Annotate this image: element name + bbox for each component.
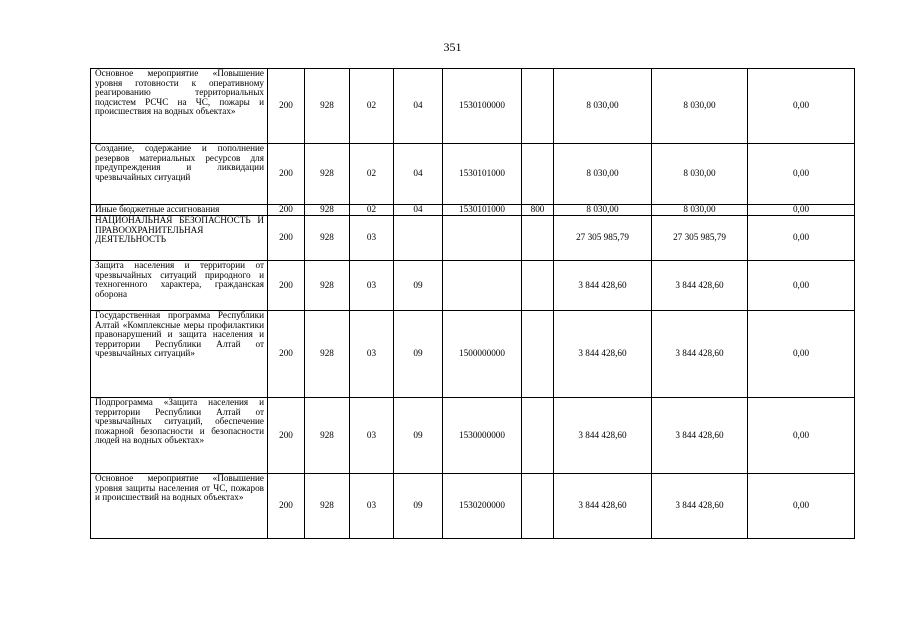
cell-amount-executed: 3 844 428,60 xyxy=(652,474,748,539)
cell-amount-other: 0,00 xyxy=(748,144,855,205)
cell-expense-type xyxy=(522,261,554,311)
table-row xyxy=(91,216,855,261)
row-name: Основное мероприятие «Повышение уровня готовности к оперативному реагированию территориальных подсистем РСЧС на ЧС, пожары и происшествия на водных объектах» xyxy=(91,69,268,144)
cell-amount-executed: 3 844 428,60 xyxy=(652,311,748,398)
table-row xyxy=(91,311,855,398)
cell-section: 02 xyxy=(350,144,394,205)
cell-amount-other: 0,00 xyxy=(748,311,855,398)
cell-amount-executed: 27 305 985,79 xyxy=(652,216,748,261)
cell-expense-type xyxy=(522,398,554,474)
cell-subsection: 09 xyxy=(394,261,443,311)
cell-target-article: 1530101000 xyxy=(443,144,522,205)
cell-amount-planned: 3 844 428,60 xyxy=(554,474,652,539)
cell-subsection: 04 xyxy=(394,205,443,216)
cell-target-article: 1530100000 xyxy=(443,69,522,144)
cell-section: 02 xyxy=(350,69,394,144)
cell-code: 200 xyxy=(268,144,305,205)
cell-amount-planned: 8 030,00 xyxy=(554,69,652,144)
cell-section: 03 xyxy=(350,311,394,398)
cell-ministry: 928 xyxy=(305,311,350,398)
cell-amount-planned: 8 030,00 xyxy=(554,205,652,216)
cell-code: 200 xyxy=(268,69,305,144)
cell-ministry: 928 xyxy=(305,398,350,474)
cell-subsection: 04 xyxy=(394,69,443,144)
cell-amount-other: 0,00 xyxy=(748,216,855,261)
cell-ministry: 928 xyxy=(305,261,350,311)
row-name: НАЦИОНАЛЬНАЯ БЕЗОПАСНОСТЬ И ПРАВООХРАНИТЕЛЬНАЯ ДЕЯТЕЛЬНОСТЬ xyxy=(91,216,268,261)
cell-amount-planned: 3 844 428,60 xyxy=(554,398,652,474)
table-row xyxy=(91,205,855,216)
cell-subsection xyxy=(394,216,443,261)
cell-expense-type: 800 xyxy=(522,205,554,216)
cell-code: 200 xyxy=(268,311,305,398)
cell-expense-type xyxy=(522,69,554,144)
cell-amount-executed: 8 030,00 xyxy=(652,205,748,216)
cell-ministry: 928 xyxy=(305,474,350,539)
cell-ministry: 928 xyxy=(305,205,350,216)
cell-code: 200 xyxy=(268,474,305,539)
cell-target-article xyxy=(443,261,522,311)
cell-amount-other: 0,00 xyxy=(748,474,855,539)
row-name: Иные бюджетные ассигнования xyxy=(91,205,268,216)
cell-amount-planned: 8 030,00 xyxy=(554,144,652,205)
cell-amount-executed: 3 844 428,60 xyxy=(652,398,748,474)
row-name: Создание, содержание и пополнение резервов материальных ресурсов для предупреждения и ликвидации чрезвычайных ситуаций xyxy=(91,144,268,205)
table-row xyxy=(91,261,855,311)
cell-target-article: 1530000000 xyxy=(443,398,522,474)
cell-amount-executed: 3 844 428,60 xyxy=(652,261,748,311)
cell-target-article: 1530200000 xyxy=(443,474,522,539)
cell-target-article: 1500000000 xyxy=(443,311,522,398)
cell-section: 03 xyxy=(350,216,394,261)
cell-subsection: 09 xyxy=(394,398,443,474)
cell-code: 200 xyxy=(268,216,305,261)
cell-amount-planned: 3 844 428,60 xyxy=(554,311,652,398)
cell-ministry: 928 xyxy=(305,69,350,144)
cell-expense-type xyxy=(522,144,554,205)
row-name: Подпрограмма «Защита населения и территории Республики Алтай от чрезвычайных ситуаций, обеспечение пожарной безопасности и безопасности людей на водных объектах» xyxy=(91,398,268,474)
row-name: Защита населения и территории от чрезвычайных ситуаций природного и техногенного характера, гражданская оборона xyxy=(91,261,268,311)
cell-section: 02 xyxy=(350,205,394,216)
cell-code: 200 xyxy=(268,261,305,311)
cell-amount-planned: 27 305 985,79 xyxy=(554,216,652,261)
cell-section: 03 xyxy=(350,261,394,311)
cell-section: 03 xyxy=(350,474,394,539)
cell-subsection: 09 xyxy=(394,474,443,539)
cell-subsection: 04 xyxy=(394,144,443,205)
cell-amount-other: 0,00 xyxy=(748,261,855,311)
cell-ministry: 928 xyxy=(305,144,350,205)
cell-target-article xyxy=(443,216,522,261)
table-row xyxy=(91,474,855,539)
budget-table xyxy=(90,68,855,539)
row-name: Государственная программа Республики Алтай «Комплексные меры профилактики правонарушений и защита населения и территории Республики Алтай от чрезвычайных ситуаций» xyxy=(91,311,268,398)
cell-amount-executed: 8 030,00 xyxy=(652,144,748,205)
cell-amount-planned: 3 844 428,60 xyxy=(554,261,652,311)
cell-ministry: 928 xyxy=(305,216,350,261)
table-row xyxy=(91,69,855,144)
cell-expense-type xyxy=(522,474,554,539)
row-name: Основное мероприятие «Повышение уровня защиты населения от ЧС, пожаров и происшествий на водных объектах» xyxy=(91,474,268,539)
page-number: 351 xyxy=(443,40,462,54)
cell-amount-other: 0,00 xyxy=(748,398,855,474)
cell-subsection: 09 xyxy=(394,311,443,398)
cell-code: 200 xyxy=(268,398,305,474)
cell-code: 200 xyxy=(268,205,305,216)
cell-target-article: 1530101000 xyxy=(443,205,522,216)
cell-amount-other: 0,00 xyxy=(748,69,855,144)
table-row xyxy=(91,144,855,205)
cell-expense-type xyxy=(522,311,554,398)
cell-expense-type xyxy=(522,216,554,261)
cell-amount-other: 0,00 xyxy=(748,205,855,216)
cell-amount-executed: 8 030,00 xyxy=(652,69,748,144)
cell-section: 03 xyxy=(350,398,394,474)
table-row xyxy=(91,398,855,474)
